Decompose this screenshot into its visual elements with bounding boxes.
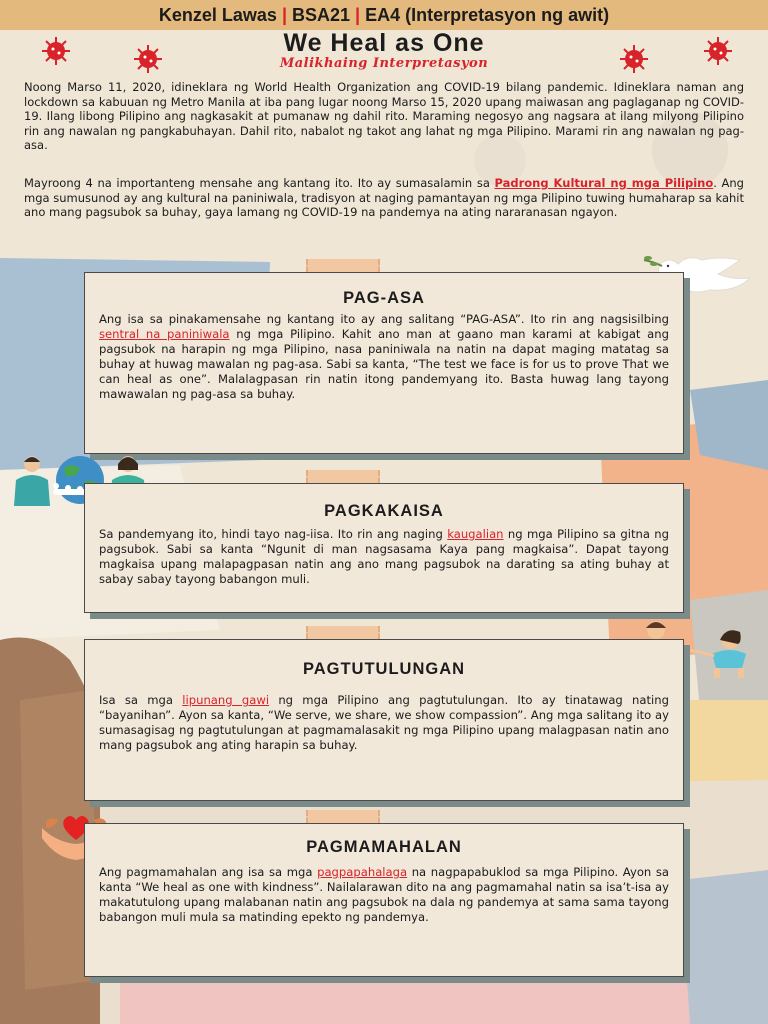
page-subtitle: Malikhaing Interpretasyon <box>279 56 489 71</box>
course-title: EA4 (Interpretasyon ng awit) <box>365 4 610 25</box>
body-text: Ang isa sa pinakamensahe ng kantang ito ay ang salitang “PAG-ASA”. Ito rin ang nagsisilbing <box>99 312 669 326</box>
kaugalian-link[interactable]: kaugalian <box>447 527 504 541</box>
section-heading: PAGTUTULUNGAN <box>302 660 466 678</box>
sentral-na-paniniwala-link[interactable]: sentral na paniniwala <box>99 327 230 341</box>
section-body <box>99 527 669 587</box>
section-body <box>99 312 669 402</box>
header-band <box>0 0 768 30</box>
header-divider: | <box>276 4 292 25</box>
body-text: na nagpapabuklod sa mga Pilipino. Ayon sa kanta “We heal as one with kindness”. Nailalarawan dito na ang pagmamahal natin sa isa’t-isa ay makatutulong upang malabanan natin ang pagsubok na dala ng pandemya at sama sama tayong babangon muli mula sa matinding epekto ng pandemya. <box>99 865 670 924</box>
card-pagtutulungan <box>84 639 684 801</box>
section-heading: PAGMAMAHALAN <box>306 838 462 856</box>
header-divider: | <box>350 4 366 25</box>
body-text: Isa sa mga <box>99 693 183 707</box>
lipunang-gawi-link[interactable]: lipunang gawi <box>182 693 270 707</box>
intro-text: . Ang mga sumusunod ay ang kultural na paniniwala, tradisyon at naging pamantayan ng mga Pilipino tuwing humaharap sa kahit ano mang pagsubok sa buhay, gaya lamang ng COVID-19 na pandemya na ating nararanasan ngayon. <box>24 176 744 219</box>
body-text: Ang pagmamahalan ang isa sa mga <box>99 865 318 879</box>
body-text: ng mga Pilipino ang pagtutulungan. Ito ay tinatawag nating “bayanihan”. Ayon sa kanta, “We serve, we share, we show compassion”. Ang mga salitang ito ay sumasagisag ng pagtutulungan at pagmamalasakit ng mga Pilipino upang malagpasan natin ano mang pagsubok ang ating harapin sa buhay. <box>99 693 669 752</box>
body-text: ng mga Pilipino sa gitna ng pagsubok. Sabi sa kanta “Ngunit di man nagsasama Kaya pang magkaisa”. Dapat tayong magkaisa upang malapagpasan natin ang ano mang pagsubok na darating sa ating buhay at sabay sabay tayong babangon muli. <box>99 527 670 586</box>
section-code: BSA21 <box>291 4 351 25</box>
intro-paragraph-1: Noong Marso 11, 2020, idineklara ng World Health Organization ang COVID-19 bilang pandemic. Idineklara naman ang lockdown sa kabuuan ng Metro Manila at iba pang lugar noong Marso 15, 2020 upang maiwasan ang paglaganap ng COVID-19. Ilang libong Pilipino ang nagkasakit at pumanaw ng dahil rito. Maraming negosyo ang nagsara at ilang milyong Pilipino rin ang nawalan ng pangkabuhayan. Dahil rito, nabalot ng takot ang lahat ng mga Pilipino. Marami rin ang nawalan ng pag-asa. <box>24 80 744 152</box>
section-heading: PAGKAKAISA <box>324 502 444 520</box>
card-pagmamahalan <box>84 823 684 977</box>
padrong-kultural-link[interactable]: Padrong Kultural ng mga Pilipino <box>494 176 714 190</box>
body-text: ng mga Pilipino. Kahit ano man at gaano man karami at kabigat ang pagsubok na harapin ng mga Pilipino, nasa paniniwala na natin na dapat maging matatag sa buhay at huwag mawalan ng pag-asa. Sabi sa kanta, “The test we face is for us to prove That we can heal as one”. Malalagpasan rin natin itong pandemyang ito. Basta huwag lang tayong mawawalan ng pag-asa sa buhay. <box>99 327 669 401</box>
page-title: We Heal as One <box>283 29 485 57</box>
pagpapahalaga-link[interactable]: pagpapahalaga <box>317 865 408 879</box>
card-pagkakaisa <box>84 483 684 613</box>
body-text: Sa pandemyang ito, hindi tayo nag-iisa. Ito rin ang naging <box>99 527 448 541</box>
section-heading: PAG-ASA <box>343 289 425 307</box>
intro-text: Mayroong 4 na importanteng mensahe ang kantang ito. Ito ay sumasalamin sa <box>24 176 495 190</box>
card-pag-asa <box>84 272 684 454</box>
author-name: Kenzel Lawas <box>158 4 277 25</box>
intro-paragraph-2 <box>24 176 744 220</box>
section-body <box>99 693 669 753</box>
section-body <box>99 865 669 925</box>
